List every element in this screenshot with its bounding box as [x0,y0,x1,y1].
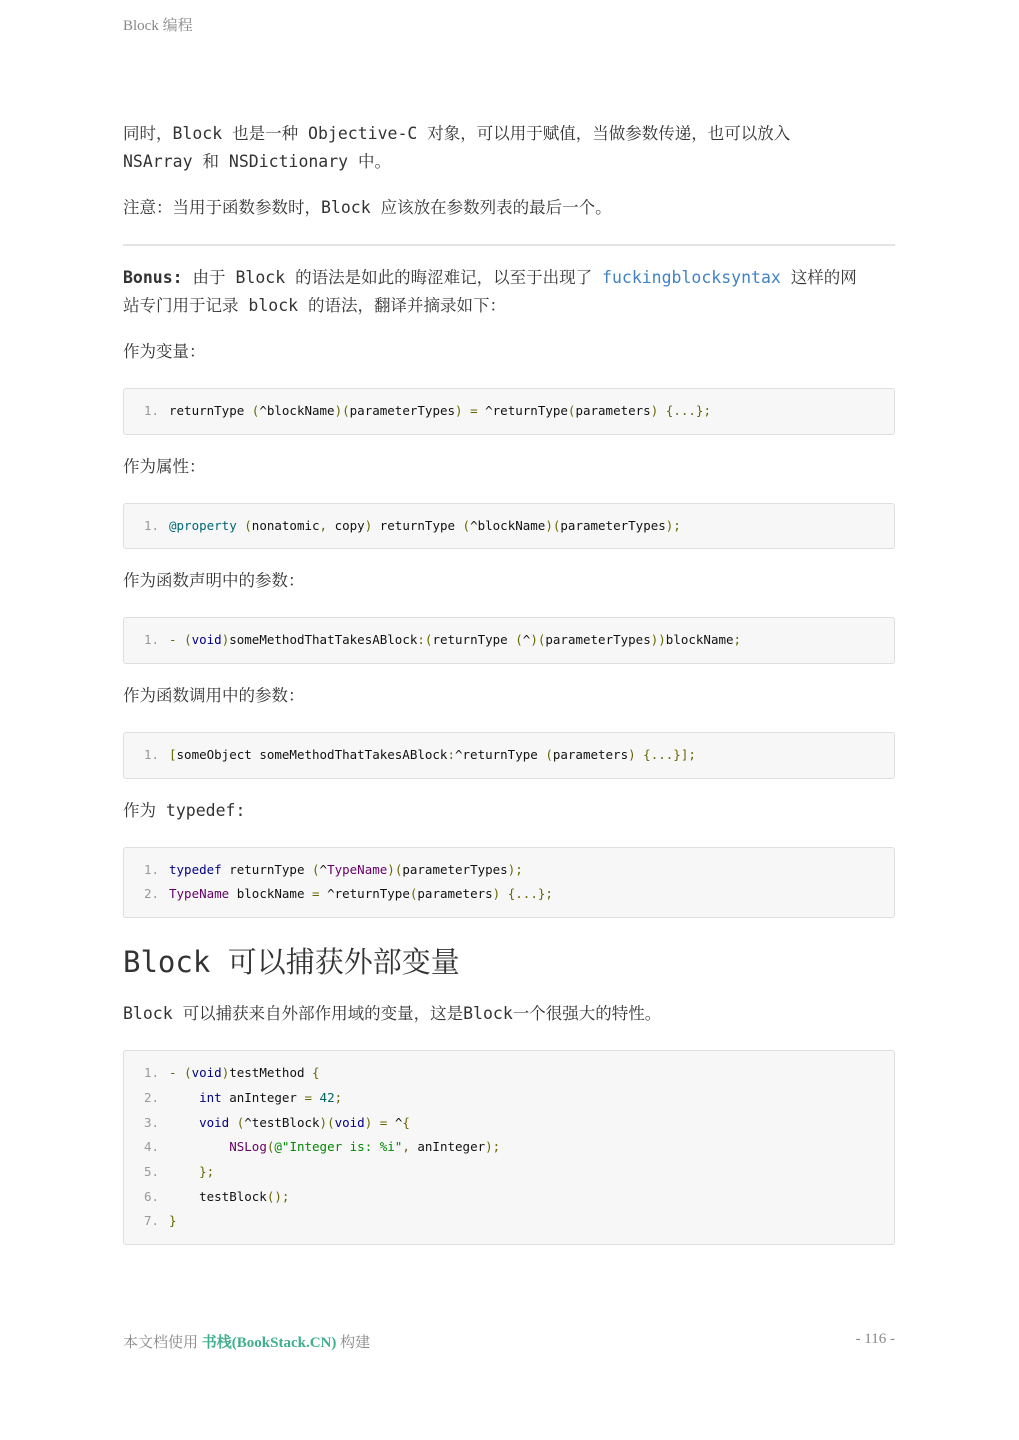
code-block-capture [123,1050,895,1245]
page-number: - 116 - [855,1331,895,1347]
bonus-paragraph [123,264,895,320]
code-line: 2. int anInteger = 42; [144,1089,343,1105]
code-text: testBlock(); [169,1188,290,1204]
heading-as-property: 作为属性： [123,456,206,476]
bookstack-link[interactable]: 书栈(BookStack.CN) [201,1335,337,1351]
code-block-variable [123,388,895,435]
section-paragraph: Block 可以捕获来自外部作用域的变量，这是Block一个很强大的特性。 [123,1004,662,1024]
divider [123,244,895,246]
bonus-label: Bonus: [123,268,183,287]
code-text: } [169,1213,177,1229]
code-text: - (void)someMethodThatTakesABlock:(returnType (^)(parameterTypes))blockName; [169,632,742,648]
bonus-text-post-2: 站专门用于记录 block 的语法，翻译并摘录如下： [123,296,507,315]
code-line: 2. TypeName blockName = ^returnType(parameters) {...}; [144,886,553,902]
note-paragraph: 注意：当用于函数参数时，Block 应该放在参数列表的最后一个。 [123,198,612,217]
code-line: 6. testBlock(); [144,1188,290,1204]
code-line: 5. }; [144,1163,215,1179]
fuckingblocksyntax-link[interactable]: fuckingblocksyntax [602,268,781,287]
code-line: 4. NSLog(@"Integer is: %i", anInteger); [144,1139,501,1155]
section-title: Block 可以捕获外部变量 [123,945,460,980]
bonus-text-post-1: 这样的网 [780,268,857,287]
footer-credit [123,1331,370,1352]
page-header-title: Block 编程 [123,18,193,34]
code-line: 1. returnType (^blockName)(parameterTypes) = ^returnType(parameters) {...}; [144,403,711,418]
heading-as-variable: 作为变量： [123,342,206,361]
code-text: NSLog(@"Integer is: %i", anInteger); [229,1139,501,1155]
code-text: @property (nonatomic, copy) returnType (^blockName)(parameterTypes); [169,517,681,533]
code-text: TypeName blockName = ^returnType(parameters) {...}; [169,886,553,902]
code-text: void (^testBlock)(void) = ^{ [199,1114,410,1130]
heading-as-typedef: 作为 typedef: [123,800,246,820]
heading-as-method-declaration-param: 作为函数声明中的参数： [123,571,305,591]
footer-suffix: 构建 [336,1335,371,1351]
intro-line-1: 同时，Block 也是一种 Objective-C 对象，可以用于赋值，当做参数传递，也可以放入 [123,124,791,143]
code-line: 1. [someObject someMethodThatTakesABlock:^returnType (parameters) {...}]; [144,747,696,763]
heading-as-method-call-param: 作为函数调用中的参数： [123,686,305,706]
intro-line-2: NSArray 和 NSDictionary 中。 [123,152,392,171]
code-block-property [123,503,895,550]
code-line: 1. @property (nonatomic, copy) returnType (^blockName)(parameterTypes); [144,517,681,533]
intro-paragraph [123,120,895,176]
code-line: 7. } [144,1213,177,1229]
code-text: [someObject someMethodThatTakesABlock:^returnType (parameters) {...}]; [169,747,696,763]
code-text: int anInteger = 42; [199,1089,343,1105]
code-text: returnType (^blockName)(parameterTypes) = ^returnType(parameters) {...}; [169,403,711,418]
code-text: typedef returnType (^TypeName)(parameterTypes); [169,861,523,877]
code-line: 1. - (void)someMethodThatTakesABlock:(returnType (^)(parameterTypes))blockName; [144,632,742,648]
code-line: 3. void (^testBlock)(void) = ^{ [144,1114,410,1130]
code-text: - (void)testMethod { [169,1065,320,1081]
document-body [123,120,895,1245]
code-block-method-declaration [123,617,895,664]
code-line: 1. - (void)testMethod { [144,1065,320,1081]
bonus-text-pre: 由于 Block 的语法是如此的晦涩难记，以至于出现了 [182,268,603,287]
footer-prefix: 本文档使用 [123,1335,202,1351]
code-text: }; [199,1163,215,1179]
code-block-typedef [123,847,895,918]
code-line: 1. typedef returnType (^TypeName)(parameterTypes); [144,861,523,877]
code-block-method-call [123,732,895,779]
